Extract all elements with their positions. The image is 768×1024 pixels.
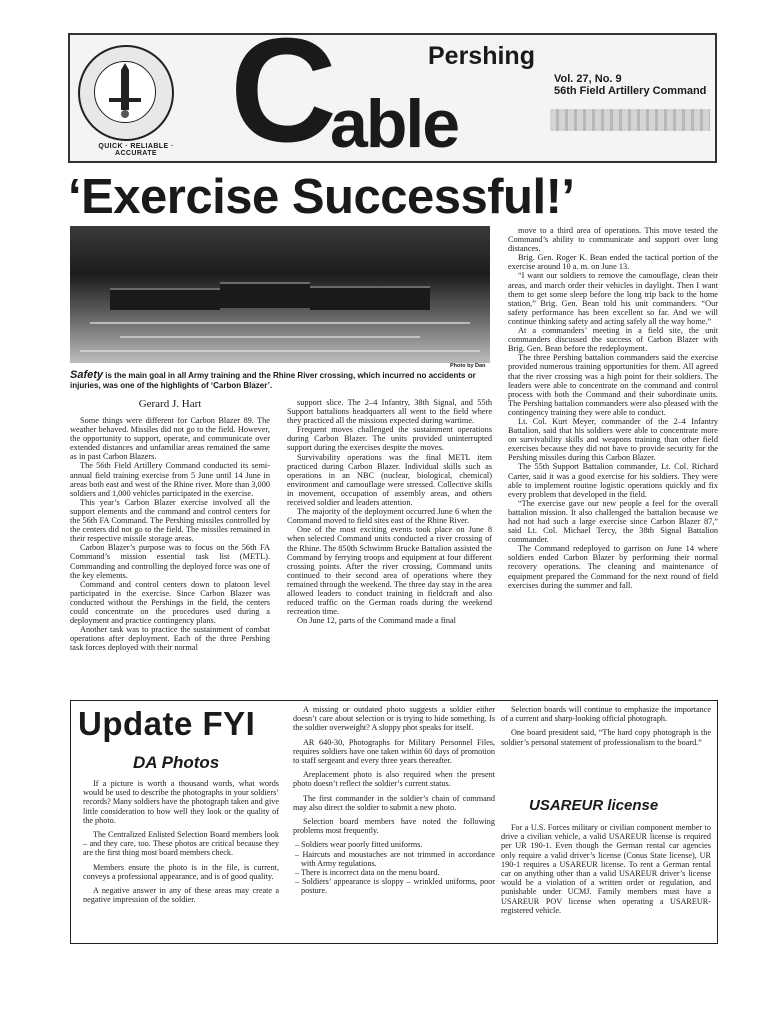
seal-motto: QUICK · RELIABLE · ACCURATE <box>98 143 174 157</box>
paragraph: move to a third area of operations. This move tested the Command’s ability to communicate and support over long distances. <box>508 226 718 254</box>
river-crossing-photo <box>70 226 490 363</box>
fyi-column-2 <box>293 705 495 896</box>
paragraph: Areplacement photo is also required when the present photo doesn’t reflect the soldier’s current status. <box>293 770 495 789</box>
list-item: – Soldiers’ appearance is sloppy – wrinkled uniforms, poor posture. <box>295 877 495 896</box>
paragraph: Members ensure the photo is in the file, is current, conveys a professional appearance, and is of good quality. <box>83 862 279 881</box>
article-column-1 <box>70 416 270 652</box>
problems-list <box>293 840 495 895</box>
fyi-column-1 <box>83 779 279 909</box>
da-photos-heading: DA Photos <box>133 753 220 772</box>
paragraph: A missing or outdated photo suggests a soldier either doesn’t care about selection or is trying to hide something. Is the soldier overweight? A sloppy phot speaks for itself. <box>293 705 495 733</box>
paragraph: “I want our soldiers to remove the camouflage, clean their areas, and march order their vehicles in daylight. Then I want them to get some sleep before the long trip back to the home station,” Brig. Gen. Bean told his unit commanders. “Our safety performance has been excellent so far. And we will continue thinking safety and acting safely all the way home.” <box>508 271 718 326</box>
caption-text: is the main goal in all Army training and the Rhine River crossing, which incurred no accidents or injuries, was one of the highlights of ‘Carbon Blazer’. <box>70 371 476 390</box>
usareur-column <box>501 823 711 920</box>
paragraph: Frequent moves challenged the sustainment operations during Carbon Blazer. The units provided uninterrupted support during the exercises despite the moves. <box>287 425 492 453</box>
article-column-2 <box>287 398 492 625</box>
photo-caption <box>70 371 492 390</box>
missile-icon <box>95 62 155 122</box>
usareur-heading: USAREUR license <box>529 797 659 814</box>
list-item: – Haircuts and moustaches are not trimmed in accordance with Army regulations. <box>295 849 495 868</box>
masthead-pershing: Pershing <box>428 42 535 70</box>
paragraph: “The exercise gave our new people a feel for the overall battalion mission. It also challenged the battalion because we had not had such a large exercise since Carbon Blazer 87,” said Lt. Col. Michael Tercy, the 38th Signal Battalion commander. <box>508 498 718 545</box>
boat <box>110 288 220 310</box>
masthead-cable-c: C <box>230 8 331 173</box>
paragraph: The 56th Field Artillery Command conducted its semi-annual field training exercise from 5 June until 14 June in areas both east and west of the Rhine river. More than 3,000 soldiers and 1,000 vehicles participated in the exercise. <box>70 461 270 498</box>
volume-number: Vol. 27, No. 9 <box>554 73 622 85</box>
volume-info <box>554 73 706 97</box>
paragraph: One of the most exciting events took place on June 8 when selected Command units conducted a river crossing of the Rhine. The 850th Schwimm Brucke Battalion assisted the Command by ferrying troops and equipment at four different crossing points. After the river crossing, Command units continued to their second area of operations where they remained through the weekend. The three day stay in the area allowed leaders to conduct training in fieldcraft and also reduced traffic on the German roads during the weekend recreation time. <box>287 525 492 617</box>
paragraph: Command and control centers down to platoon level participated in the exercise. Since Carbon Blazer was conducted without the Pershings in the field, the centers could concentrate on the procedures used during a deployment and practice contingency plans. <box>70 579 270 626</box>
list-item: – There is incorrect data on the menu board. <box>295 868 440 878</box>
paragraph: Some things were different for Carbon Blazer 89. The weather behaved. Missiles did not go to the field. However, the opportunity to support, operate, and communicate over extended distances and unfamiliar areas remained the same as in past Carbon Blazers. <box>70 416 270 462</box>
paragraph: The first commander in the soldier’s chain of command may also direct the soldier to submit a new photo. <box>293 793 495 812</box>
caption-lead: Safety <box>70 369 104 381</box>
headline: ‘Exercise Successful!’ <box>68 170 575 224</box>
paragraph: Carbon Blazer’s purpose was to focus on the 56th FA Command’s mission essential task list (METL). Commanding and controlling the deployed force was one of the key elements. <box>70 543 270 580</box>
masthead-cable-rest: able <box>330 86 459 162</box>
water-wave <box>90 322 470 324</box>
photo-credit: Photo by Dan <box>450 363 486 369</box>
paragraph: This year’s Carbon Blazer exercise involved all the support elements and the command and control centers for the 56th FA Command. The Pershing missiles controlled by the centers did not go to the field. The missiles remained in their respective missile storage areas. <box>70 497 270 544</box>
paragraph: If a picture is worth a thousand words, what words would be used to describe the photographs in your soldiers’ records? Many soldiers have the photograph taken and give little consideration to how well they look or the quality of the photo. <box>83 779 279 825</box>
paragraph: At a commanders’ meeting in a field site, the unit commanders discussed the success of Carbon Blazer with Brig. Gen. Bean before the redeployment. <box>508 326 718 354</box>
water-wave <box>120 336 420 338</box>
paragraph: For a U.S. Forces military or civilian component member to drive a civilian vehicle, a valid USAREUR license is required per UR 190-1. Even though the German rental car agencies only require a valid driver’s license (Conus State license), UR 190-1 requires a USAREUR license. To rent a German rental car on anything other than a valid USAREUR driver’s license would be a violation of a written order or regulation, and punishable under UCMJ. Family members must have a USAREUR POV license when operating a USAREUR-registered vehicle. <box>501 823 711 915</box>
paragraph: Survivability operations was the final METL item practiced during Carbon Blazer. Individual skills such as operations in an NBC (nuclear, biological, chemical) environment and camouflage were stressed. Collective skills in movement, occupation of assembly areas, and others received soldier and leaders attention. <box>287 452 492 508</box>
paragraph: The 55th Support Battalion commander, Lt. Col. Richard Carter, said it was a good exercise for his soldiers. They were able to implement routine logistic operations quickly and fix every problem that developed in the field. <box>508 462 718 499</box>
paragraph: AR 640-30, Photographs for Military Personnel Files, requires soldiers have one taken within 60 days of promotion to staff sergeant and every three years thereafter. <box>293 737 495 766</box>
boat <box>220 282 310 308</box>
paragraph: support slice. The 2–4 Infantry, 38th Signal, and 55th Support battalions headquarters all went to the field where they practiced all the missions expected during wartime. <box>287 398 492 426</box>
update-fyi-box <box>70 700 718 944</box>
paragraph: Selection boards will continue to emphasize the importance of a current and sharp-looking official photograph. <box>501 705 711 724</box>
paragraph: One board president said, “The hard copy photograph is the soldier’s personal statement of professionalism to the board.” <box>501 728 711 747</box>
masthead <box>68 8 717 173</box>
paragraph: A negative answer in any of these areas may create a negative impression of the soldier. <box>83 886 279 905</box>
paragraph: The three Pershing battalion commanders said the exercise provided numerous training opportunities for them. All agreed that the river crossing was a high point for their soldiers. The leaders were able to concentrate on the command and control process with both the Command and their subordinate units. The Pershing battalion commanders were also pleased with the contingency training they were able to conduct. <box>508 353 718 417</box>
masthead-texture <box>550 109 710 131</box>
water-wave <box>80 350 480 352</box>
article-column-3 <box>508 226 718 590</box>
command-name: 56th Field Artillery Command <box>554 85 707 97</box>
unit-seal <box>78 45 174 157</box>
paragraph: Lt. Col. Kurt Meyer, commander of the 2–4 Infantry Battalion, said that his soldiers were able to concentrate more on survivability skills and weapons training than other field exercises because they did not have to provide security for the Pershing missiles during this Carbon Blazer. <box>508 416 718 463</box>
boat <box>310 286 430 310</box>
list-item: – Soldiers wear poorly fitted uniforms. <box>295 840 423 850</box>
fyi-column-3 <box>501 705 711 752</box>
paragraph: The majority of the deployment occurred June 6 when the Command moved to field sites east of the Rhine River. <box>287 507 492 526</box>
paragraph: Selection board members have noted the following problems most frequently. <box>293 817 495 836</box>
seal-emblem <box>94 61 156 123</box>
fyi-title: Update FYI <box>78 705 256 742</box>
paragraph: The Command redeployed to garrison on June 14 where soldiers ended Carbon Blazer by performing their normal recovery operations. The cleaning and maintenance of equipment prepared the Command for the next round of field exercises during the summer and fall. <box>508 544 718 590</box>
paragraph: The Centralized Enlisted Selection Board members look – and they care, too. These photos are critical because they are the first thing most board members check. <box>83 830 279 858</box>
paragraph: Another task was to practice the sustainment of combat operations after deployment. Each of the three Pershing task forces deployed with their normal <box>70 625 270 653</box>
byline: Gerard J. Hart <box>138 398 202 410</box>
paragraph: On June 12, parts of the Command made a final <box>297 616 456 626</box>
paragraph: Brig. Gen. Roger K. Bean ended the tactical portion of the exercise around 10 a. m. on June 13. <box>508 253 718 272</box>
